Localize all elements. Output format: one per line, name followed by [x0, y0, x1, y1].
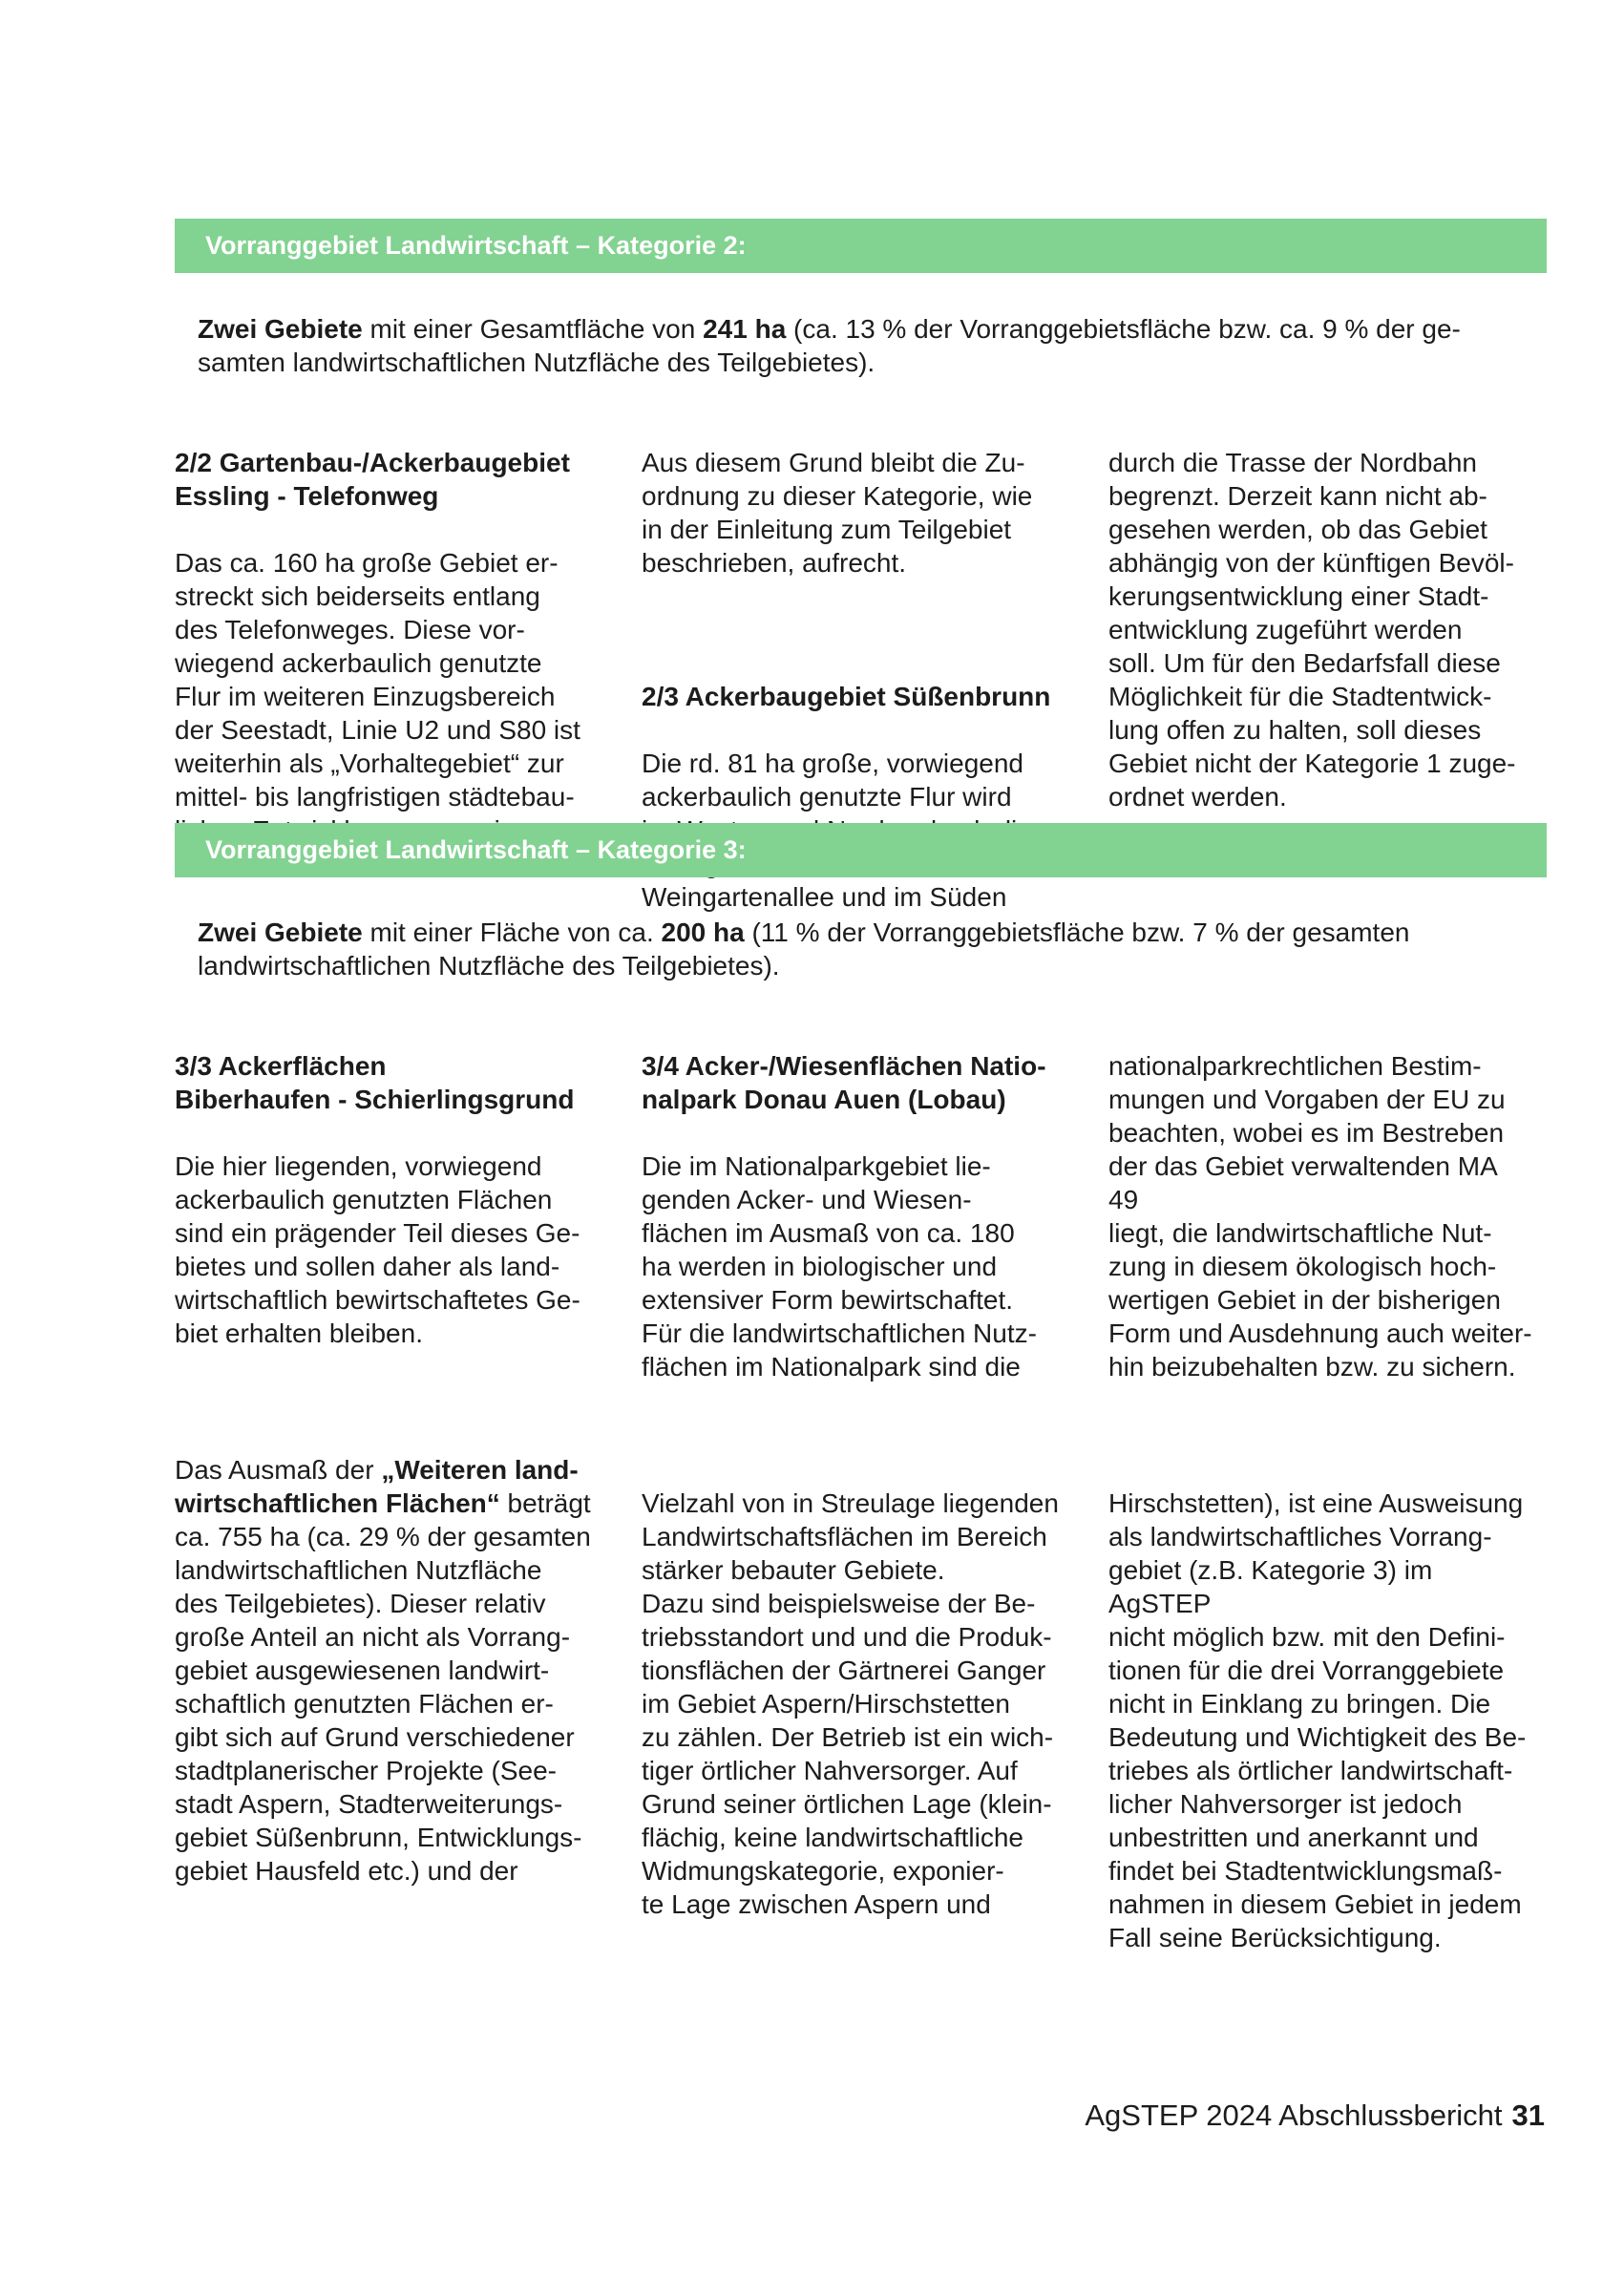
text-3-4-continued: nationalparkrechtlichen Bestim- mungen und Vorgaben der EU zu beachten, wobei es im Bestreben der das Gebiet verwaltenden MA 49 liegt, die landwirtschaftliche Nut- zung in diesem ökologisch hoch- wertigen Gebiet in der bisherigen Form und Ausdehnung auch weiter- hin beizubehalten bzw. zu sichern.	[1108, 1051, 1532, 1382]
heading-2-3: 2/3 Ackerbaugebiet Süßenbrunn	[642, 682, 1051, 711]
text-2-2: Das ca. 160 ha große Gebiet er- streckt sich beiderseits entlang des Telefonweges. Diese vor- wiegend ackerbaulich genutzte Flur im weiteren Einzugsbereich der Seestadt, Linie U2 und S80 ist weiterhin als „Vorhaltegebiet“ zur mittel- bis langfristigen städtebau-	[175, 548, 580, 812]
text-2-3: Die rd. 81 ha große, vorwiegend ackerbaulich genutzte Flur wird Weingartenallee und im Süden	[642, 749, 1023, 912]
category-3-banner	[175, 823, 1547, 877]
category-2-summary: Zwei Gebiete mit einer Gesamtfläche von 241 ha (ca. 13 % der Vorranggebietsfläche bzw. ca. 9 % der ge- samten landwirtschaftlichen Nutzfläche des Teilgebietes).	[198, 314, 1461, 377]
text-3-3: Die hier liegenden, vorwiegend ackerbaulich genutzten Flächen sind ein prägender Teil dieses Ge- bietes und sollen daher als land- wirtschaftlich bewirtschaftetes Ge- biet erhalten bleiben.	[175, 1151, 580, 1348]
text-3-4: Die im Nationalparkgebiet lie- genden Acker- und Wiesen- flächen im Ausmaß von ca. 180 ha werden in biologischer und extensiver Form bewirtschaftet. Für die landwirtschaftlichen Nutz- flächen im Nationalpark sind die	[642, 1151, 1037, 1382]
heading-3-4: 3/4 Acker-/Wiesenflächen Natio- nalpark Donau Auen (Lobau)	[642, 1051, 1046, 1114]
category-3-title: Vorranggebiet Landwirtschaft – Kategorie 3:	[205, 835, 747, 864]
text-2-3-continued: durch die Trasse der Nordbahn begrenzt. Derzeit kann nicht ab- gesehen werden, ob das Gebiet abhängig von der künftigen Bevöl- kerungsentwicklung einer Stadt- entwicklung zugeführt werden soll. Um für den Bedarfsfall diese Möglichkeit für die Stadtentwick- lung offen zu halten, soll dieses Gebiet nicht der Kategorie 1 zuge- ordnet werden.	[1108, 448, 1516, 812]
footer-title: AgSTEP 2024 Abschlussbericht	[1085, 2099, 1503, 2132]
category-2-title: Vorranggebiet Landwirtschaft – Kategorie 2:	[205, 231, 747, 260]
category-2-banner	[175, 219, 1547, 273]
column-3-3	[175, 1016, 600, 1383]
category-3-summary: Zwei Gebiete mit einer Fläche von ca. 200 ha (11 % der Vorranggebietsfläche bzw. 7 % der gesamten landwirtschaftlichen Nutzfläche des Teilgebietes).	[198, 918, 1410, 981]
column-further-areas-1: Das Ausmaß der „Weiteren land- wirtschaftlichen Flächen“ beträgt ca. 755 ha (ca. 29 % der gesamten landwirtschaftlichen Nutzfläche des Teilgebietes). Dieser relativ große Anteil an nicht als Vorrang- gebiet ausgewiesenen landwirt- schaftlich genutzten Flächen er- gibt sich auf Grund verschiedener stadtplanerischer Projekte (See- stadt Aspern, Stadterweiterungs- gebiet Süßenbrunn, Entwicklungs- gebiet Hausfeld etc.) und der	[175, 1455, 591, 1886]
column-further-areas-3	[1108, 1453, 1533, 1988]
column-2-2	[175, 412, 600, 880]
heading-2-2: 2/2 Gartenbau-/Ackerbaugebiet Essling - Telefonweg	[175, 448, 570, 511]
column-3-4-continued	[1108, 1016, 1533, 1417]
text-2-2-continued: Aus diesem Grund bleibt die Zu- ordnung zu dieser Kategorie, wie in der Einleitung zum Teilgebiet beschrieben, aufrecht.	[642, 448, 1033, 578]
column-further-areas-2	[642, 1453, 1066, 1954]
text-further-areas-2: Vielzahl von in Streulage liegenden Landwirtschaftsflächen im Bereich stärker bebauter Gebiete. Dazu sind beispielsweise der Be- triebsstandort und und die Produk- tionsflächen der Gärtnerei Ganger im Gebiet Aspern/Hirschstetten zu zählen. Der Betrieb ist ein wich- tiger örtlicher Nahversorger. Auf Grund seiner örtlichen Lage (klein- flächig, keine landwirtschaftliche Widmungskategorie, exponier- te Lage zwischen Aspern und	[642, 1488, 1059, 1919]
column-2-3-continued	[1108, 412, 1533, 847]
page-number: 31	[1511, 2099, 1545, 2132]
heading-3-3: 3/3 Ackerflächen Biberhaufen - Schierlingsgrund	[175, 1051, 575, 1114]
text-further-areas-3: Hirschstetten), ist eine Ausweisung als landwirtschaftliches Vorrang- gebiet (z.B. Kategorie 3) im AgSTEP nicht möglich bzw. mit den Defini- tionen für die drei Vorranggebiete nicht in Einklang zu bringen. Die Bedeutung und Wichtigkeit des Be- triebes als örtlicher landwirtschaft- licher Nahversorger ist jedoch unbestritten und anerkannt und findet bei Stadtentwicklungsmaß- nahmen in diesem Gebiet in jedem Fall seine Berücksichtigung.	[1108, 1488, 1527, 1952]
column-3-4	[642, 1016, 1066, 1417]
page-footer	[1085, 2097, 1545, 2135]
